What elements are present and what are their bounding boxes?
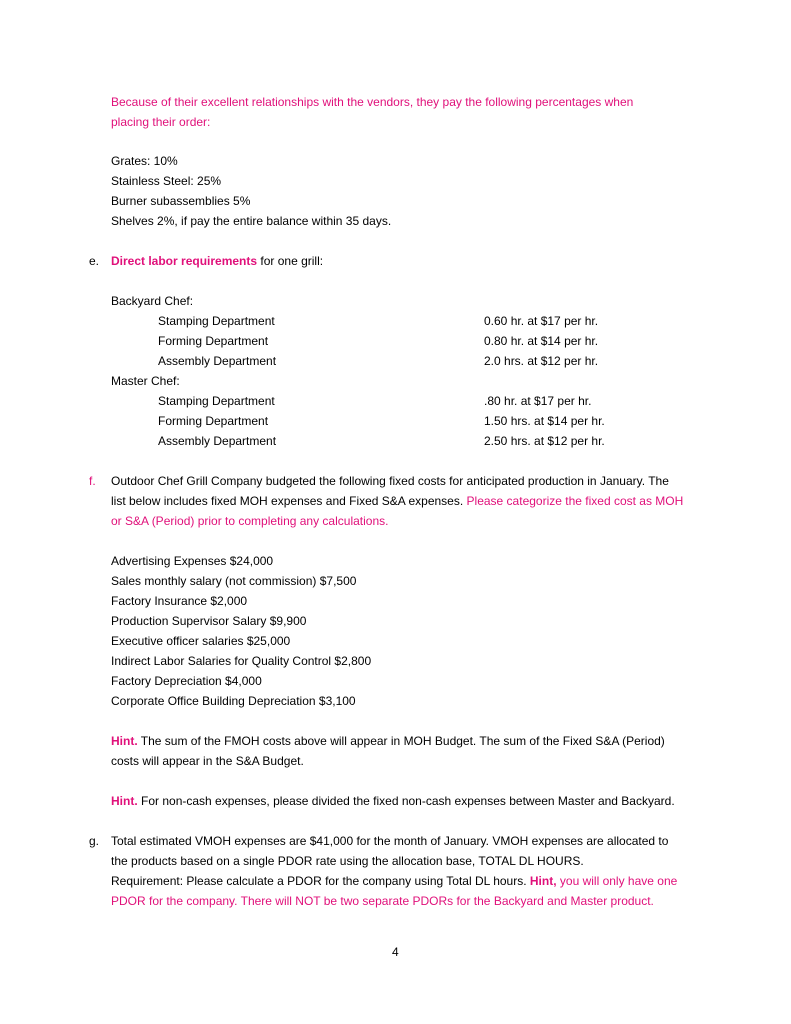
cost-factory-insurance: Factory Insurance $2,000 xyxy=(111,594,248,608)
vendor-intro-line-2: placing their order: xyxy=(111,115,211,129)
section-g-requirement: Requirement: Please calculate a PDOR for the company using Total DL hours. xyxy=(111,874,530,888)
vendor-intro-line-1: Because of their excellent relationships with the vendors, they pay the following percentages when xyxy=(111,95,634,109)
discount-burner: Burner subassemblies 5% xyxy=(111,194,251,208)
cost-advertising: Advertising Expenses $24,000 xyxy=(111,554,274,568)
cost-corporate-depreciation: Corporate Office Building Depreciation $3,100 xyxy=(111,694,356,708)
section-g-line-4: PDOR for the company. There will NOT be two separate PDORs for the Backyard and Master product. xyxy=(111,894,654,908)
cost-executive-salaries: Executive officer salaries $25,000 xyxy=(111,634,291,648)
master-stamping-dept: Stamping Department xyxy=(158,394,275,408)
hint-1-line-2: costs will appear in the S&A Budget. xyxy=(111,754,304,768)
master-assembly-rate: 2.50 hrs. at $12 per hr. xyxy=(484,434,605,448)
section-f-line-2-text: list below includes fixed MOH expenses and Fixed S&A expenses. xyxy=(111,494,467,508)
master-assembly-dept: Assembly Department xyxy=(158,434,277,448)
section-g-line-3 xyxy=(111,873,677,889)
hint-1-text: The sum of the FMOH costs above will appear in MOH Budget. The sum of the Fixed S&A (Period) xyxy=(137,734,665,748)
section-e-title: Direct labor requirements xyxy=(111,254,258,268)
section-e-heading xyxy=(111,253,323,269)
cost-indirect-labor: Indirect Labor Salaries for Quality Control $2,800 xyxy=(111,654,372,668)
cost-production-supervisor: Production Supervisor Salary $9,900 xyxy=(111,614,307,628)
section-e-marker: e. xyxy=(89,254,100,268)
section-f-instruction-part-1: Please categorize the fixed cost as MOH xyxy=(466,494,684,508)
master-stamping-rate: .80 hr. at $17 per hr. xyxy=(484,394,592,408)
hint-2-text: For non-cash expenses, please divided the fixed non-cash expenses between Master and Backyard. xyxy=(137,794,675,808)
backyard-chef-label: Backyard Chef: xyxy=(111,294,194,308)
discount-grates: Grates: 10% xyxy=(111,154,178,168)
section-f-marker: f. xyxy=(89,474,96,488)
section-g-hint-label: Hint, xyxy=(529,874,557,888)
backyard-assembly-dept: Assembly Department xyxy=(158,354,277,368)
hint-1-label: Hint. xyxy=(111,734,138,748)
section-g-line-2: the products based on a single PDOR rate using the allocation base, TOTAL DL HOURS. xyxy=(111,854,584,868)
hint-2 xyxy=(111,793,675,809)
backyard-assembly-rate: 2.0 hrs. at $12 per hr. xyxy=(484,354,599,368)
section-g-hint-text: you will only have one xyxy=(556,874,678,888)
backyard-stamping-rate: 0.60 hr. at $17 per hr. xyxy=(484,314,599,328)
master-forming-dept: Forming Department xyxy=(158,414,269,428)
cost-sales-salary: Sales monthly salary (not commission) $7,500 xyxy=(111,574,357,588)
discount-shelves: Shelves 2%, if pay the entire balance within 35 days. xyxy=(111,214,392,228)
section-g-marker: g. xyxy=(89,834,100,848)
page-number: 4 xyxy=(392,945,399,959)
hint-2-label: Hint. xyxy=(111,794,138,808)
backyard-forming-rate: 0.80 hr. at $14 per hr. xyxy=(484,334,599,348)
backyard-forming-dept: Forming Department xyxy=(158,334,269,348)
master-chef-label: Master Chef: xyxy=(111,374,180,388)
section-f-line-2 xyxy=(111,493,683,509)
discount-stainless-steel: Stainless Steel: 25% xyxy=(111,174,222,188)
hint-1-line-1 xyxy=(111,733,665,749)
section-g-line-1: Total estimated VMOH expenses are $41,000 for the month of January. VMOH expenses are allocated to xyxy=(111,834,669,848)
section-f-line-1: Outdoor Chef Grill Company budgeted the following fixed costs for anticipated production in January. The xyxy=(111,474,669,488)
master-forming-rate: 1.50 hrs. at $14 per hr. xyxy=(484,414,605,428)
section-e-title-rest: for one grill: xyxy=(257,254,324,268)
section-f-instruction-part-2: or S&A (Period) prior to completing any calculations. xyxy=(111,514,389,528)
cost-factory-depreciation: Factory Depreciation $4,000 xyxy=(111,674,262,688)
backyard-stamping-dept: Stamping Department xyxy=(158,314,275,328)
